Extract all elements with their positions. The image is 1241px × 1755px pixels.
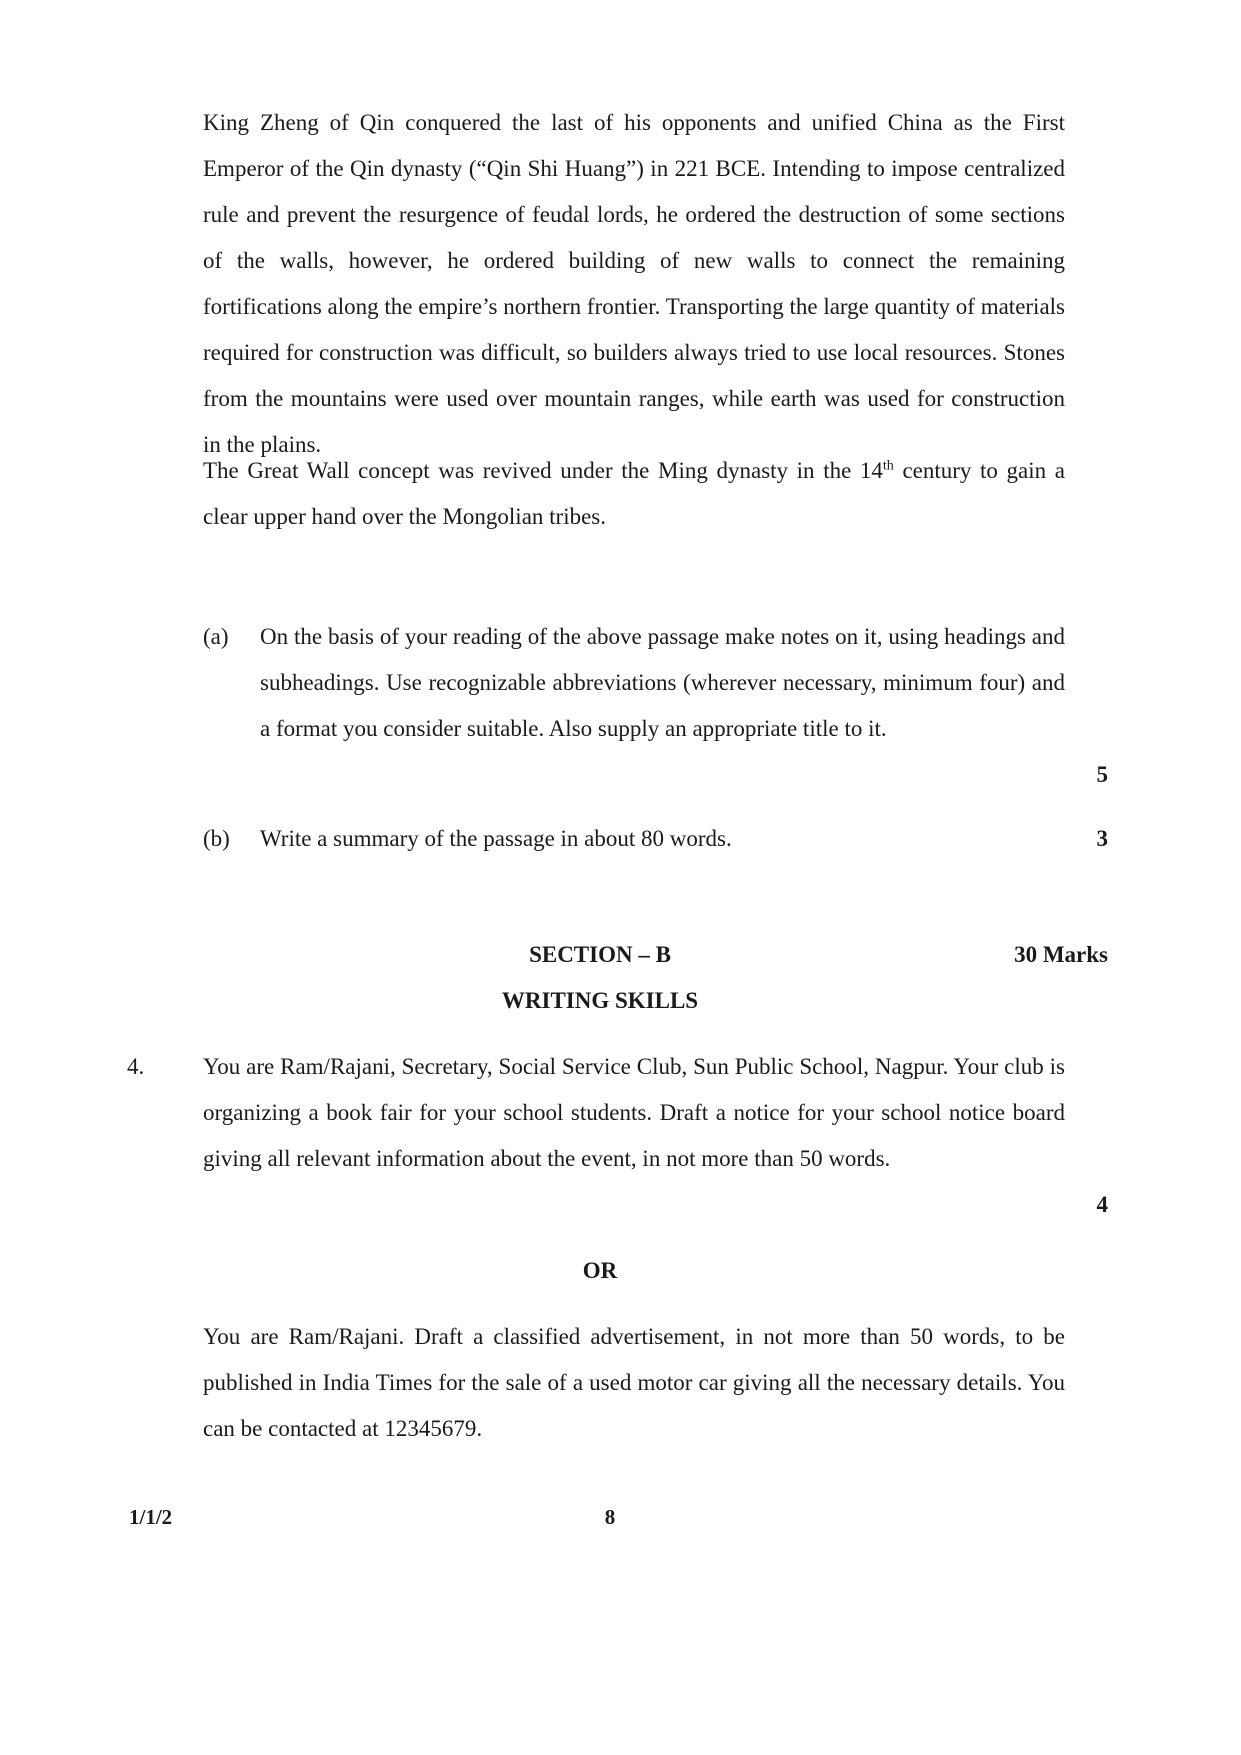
question-b-marks: 3 bbox=[1096, 826, 1108, 851]
question-a-text: On the basis of your reading of the above passage make notes on it, using headings and subheadings. Use recognizable abbreviations (wherever necessary, minimum four) and a format you consider suitable. Also supply an appropriate title to it. bbox=[260, 624, 1065, 741]
question-b-label: (b) bbox=[203, 826, 230, 851]
section-subtitle: WRITING SKILLS bbox=[501, 988, 699, 1013]
question-b-text: Write a summary of the passage in about 80 words. bbox=[260, 826, 732, 851]
question-4-alternative-text: You are Ram/Rajani. Draft a classified advertisement, in not more than 50 words, to be published in India Times for the sale of a used motor car giving all the necessary details. You can be contacted at 12345679. bbox=[203, 1324, 1065, 1441]
passage-paragraph-2-rest: century to gain a clear upper hand over the Mongolian tribes. bbox=[203, 458, 1065, 529]
passage-paragraph-2-text: The Great Wall concept was revived under the Ming dynasty in the 14 bbox=[203, 458, 883, 483]
section-marks: 30 Marks bbox=[1014, 942, 1108, 967]
passage-paragraph-1: King Zheng of Qin conquered the last of his opponents and unified China as the First Emperor of the Qin dynasty (“Qin Shi Huang”) in 221 BCE. Intending to impose centralized rule and prevent the resurgence of feudal lords, he ordered the destruction of some sections of the walls, however, he ordered building of new walls to connect the remaining fortifications along the empire’s northern frontier. Transporting the large quantity of materials required for construction was difficult, so builders always tried to use local resources. Stones from the mountains were used over mountain ranges, while earth was used for construction in the plains. bbox=[203, 110, 1065, 457]
passage-paragraph-2 bbox=[203, 448, 1065, 540]
question-4-text: You are Ram/Rajani, Secretary, Social Service Club, Sun Public School, Nagpur. Your club is organizing a book fair for your school students. Draft a notice for your school notice board giving all relevant information about the event, in not more than 50 words. bbox=[203, 1054, 1065, 1171]
paper-code: 1/1/2 bbox=[129, 1505, 173, 1529]
question-4-number: 4. bbox=[127, 1054, 145, 1079]
ordinal-suffix: th bbox=[882, 458, 894, 474]
page-number: 8 bbox=[604, 1505, 616, 1529]
question-4-marks: 4 bbox=[1096, 1192, 1108, 1217]
question-a-marks: 5 bbox=[1096, 762, 1108, 787]
section-title: SECTION – B bbox=[529, 942, 671, 967]
question-a-label: (a) bbox=[203, 624, 229, 649]
or-separator: OR bbox=[582, 1258, 618, 1283]
